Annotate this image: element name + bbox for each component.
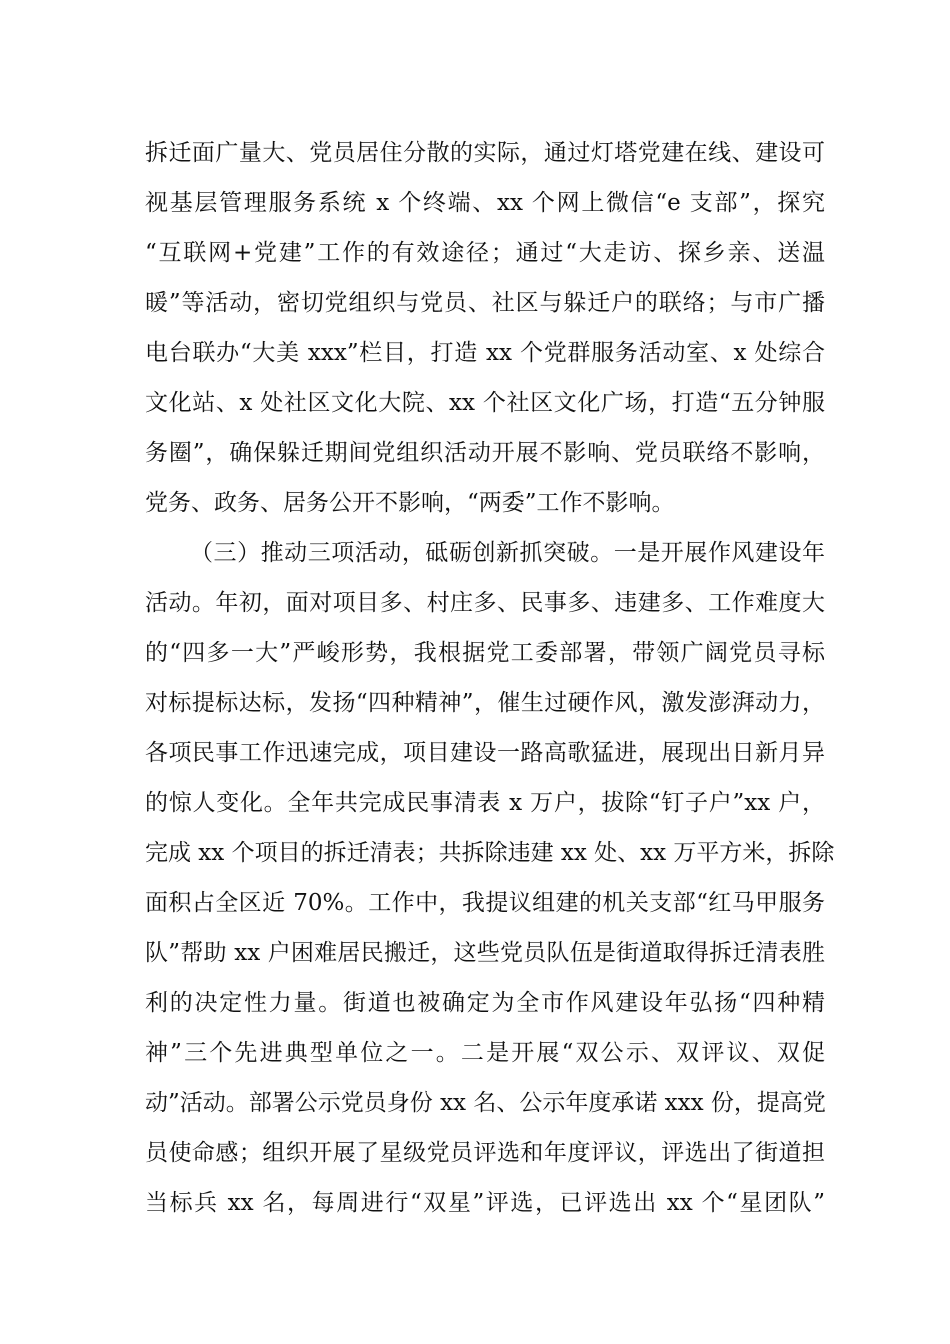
text-line: 面积占全区近 70%。工作中，我提议组建的机关支部“红马甲服务	[145, 890, 825, 916]
text-line: 队”帮助 xx 户困难居民搬迁，这些党员队伍是街道取得拆迁清表胜	[145, 940, 825, 966]
text-line: 动”活动。部署公示党员身份 xx 名、公示年度承诺 xxx 份，提高党	[145, 1090, 826, 1116]
text-line: 当标兵 xx 名，每周进行“双星”评选，已评选出 xx 个“星团队”	[145, 1190, 825, 1216]
text-line: 拆迁面广量大、党员居住分散的实际，通过灯塔党建在线、建设可	[145, 140, 825, 166]
text-line: 党务、政务、居务公开不影响，“两委”工作不影响。	[145, 490, 675, 516]
text-line: “互联网+党建”工作的有效途径；通过“大走访、探乡亲、送温	[145, 240, 825, 266]
text-line: 对标提标达标，发扬“四种精神”，催生过硬作风，激发澎湃动力，	[145, 690, 825, 716]
text-line: 文化站、x 处社区文化大院、xx 个社区文化广场，打造“五分钟服	[145, 390, 825, 416]
text-line: 的“四多一大”严峻形势，我根据党工委部署，带领广阔党员寻标	[145, 640, 825, 666]
section-heading-line: （三）推动三项活动，砥砺创新抓突破。一是开展作风建设年	[190, 540, 825, 566]
text-line: 务圈”，确保躲迁期间党组织活动开展不影响、党员联络不影响，	[145, 440, 825, 466]
text-line: 员使命感；组织开展了星级党员评选和年度评议，评选出了街道担	[145, 1140, 825, 1166]
text-line: 完成 xx 个项目的拆迁清表；共拆除违建 xx 处、xx 万平方米，拆除	[145, 840, 835, 866]
text-line: 利的决定性力量。街道也被确定为全市作风建设年弘扬“四种精	[145, 990, 825, 1016]
text-line: 暖”等活动，密切党组织与党员、社区与躲迁户的联络；与市广播	[145, 290, 825, 316]
text-line: 各项民事工作迅速完成，项目建设一路高歌猛进，展现出日新月异	[145, 740, 825, 766]
text-line: 神”三个先进典型单位之一。二是开展“双公示、双评议、双促	[145, 1040, 825, 1066]
text-line: 电台联办“大美 xxx”栏目，打造 xx 个党群服务活动室、x 处综合	[145, 340, 825, 366]
text-line: 的惊人变化。全年共完成民事清表 x 万户，拔除“钉子户”xx 户，	[145, 790, 825, 816]
text-line: 活动。年初，面对项目多、村庄多、民事多、违建多、工作难度大	[145, 590, 825, 616]
text-line: 视基层管理服务系统 x 个终端、xx 个网上微信“e 支部”，探究	[145, 190, 825, 216]
